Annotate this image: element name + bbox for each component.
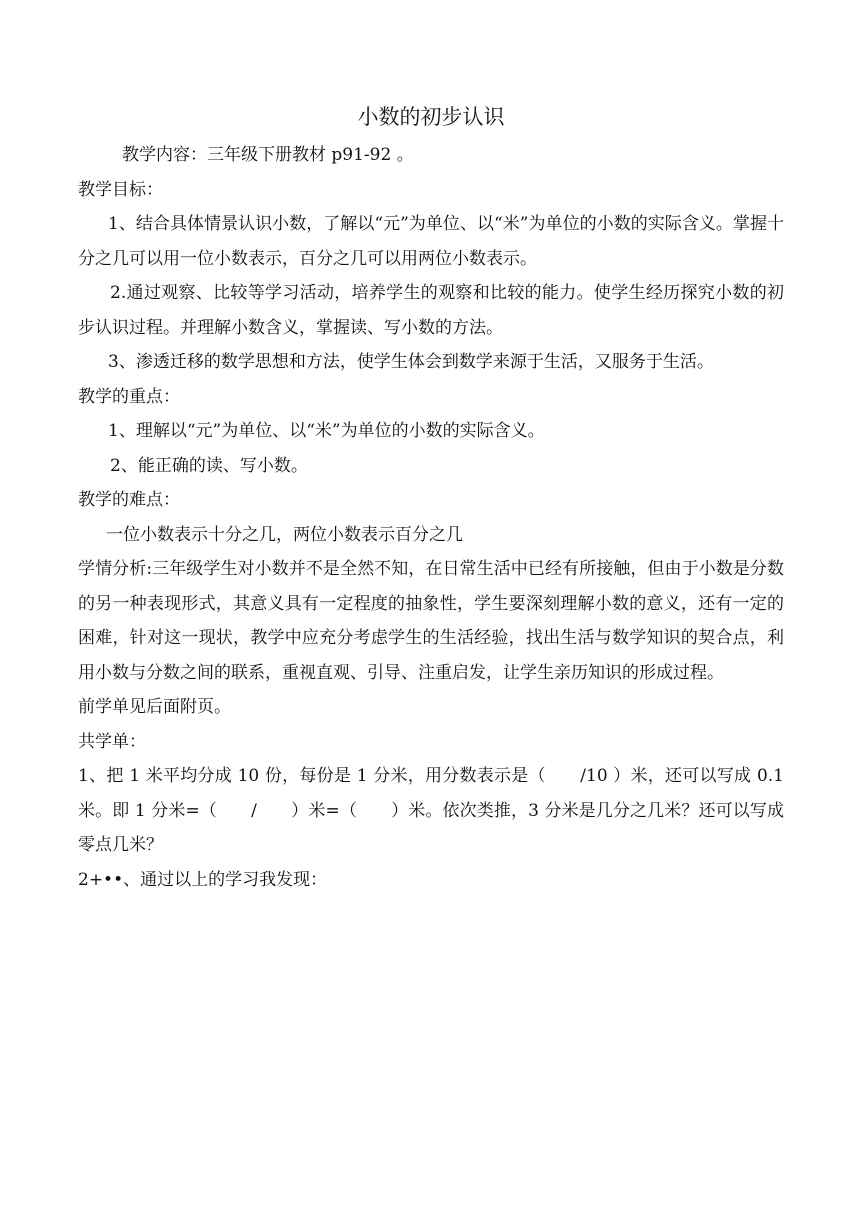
difficulties-heading: 教学的难点： <box>78 490 180 510</box>
difficulties-text: 一位小数表示十分之几，两位小数表示百分之几 <box>106 524 463 545</box>
objective-item-1: 1、结合具体情景认识小数，了解以“元”为单位、以“米”为单位的小数的实际含义。掌握十分之几可以用一位小数表示，百分之几可以用两位小数表示。 <box>78 214 784 269</box>
objectives-heading: 教学目标： <box>78 179 163 200</box>
document-title: 小数的初步认识 <box>357 105 505 129</box>
document-page <box>78 100 784 897</box>
objective-item-3: 3、渗透迁移的数学思想和方法，使学生体会到数学来源于生活，又服务于生活。 <box>108 352 714 372</box>
shared-item-2: 2+••、通过以上的学习我发现： <box>78 869 328 890</box>
shared-item-1: 1、把 1 米平均分成 10 份，每份是 1 分米，用分数表示是（ /10 ）米，还可以写成 0.1 米。即 1 分米=（ / ）米=（ ）米。依次类推，3 分米是几分之几米？还可以写成零点几米？ <box>78 766 784 855</box>
teaching-content: 教学内容：三年级下册教材 p91-92 。 <box>122 145 414 165</box>
key-point-item-1: 1、理解以“元”为单位、以“米”为单位的小数的实际含义。 <box>108 421 545 441</box>
shared-heading: 共学单： <box>78 731 146 752</box>
key-points-heading: 教学的重点： <box>78 386 180 407</box>
student-analysis: 学情分析:三年级学生对小数并不是全然不知，在日常生活中已经有所接触，但由于小数是分数的另一种表现形式，其意义具有一定程度的抽象性，学生要深刻理解小数的意义，还有一定的困难，针对这一现状，教学中应充分考虑学生的生活经验，找出生活与数学知识的契合点，利用小数与分数之间的联系，重视直观、引导、注重启发，让学生亲历知识的形成过程。 <box>78 559 784 683</box>
key-point-item-2: 2、能正确的读、写小数。 <box>110 455 308 476</box>
objective-item-2: 2.通过观察、比较等学习活动，培养学生的观察和比较的能力。使学生经历探究小数的初步认识过程。并理解小数含义，掌握读、写小数的方法。 <box>78 283 784 338</box>
pre-study-note: 前学单见后面附页。 <box>78 697 231 717</box>
